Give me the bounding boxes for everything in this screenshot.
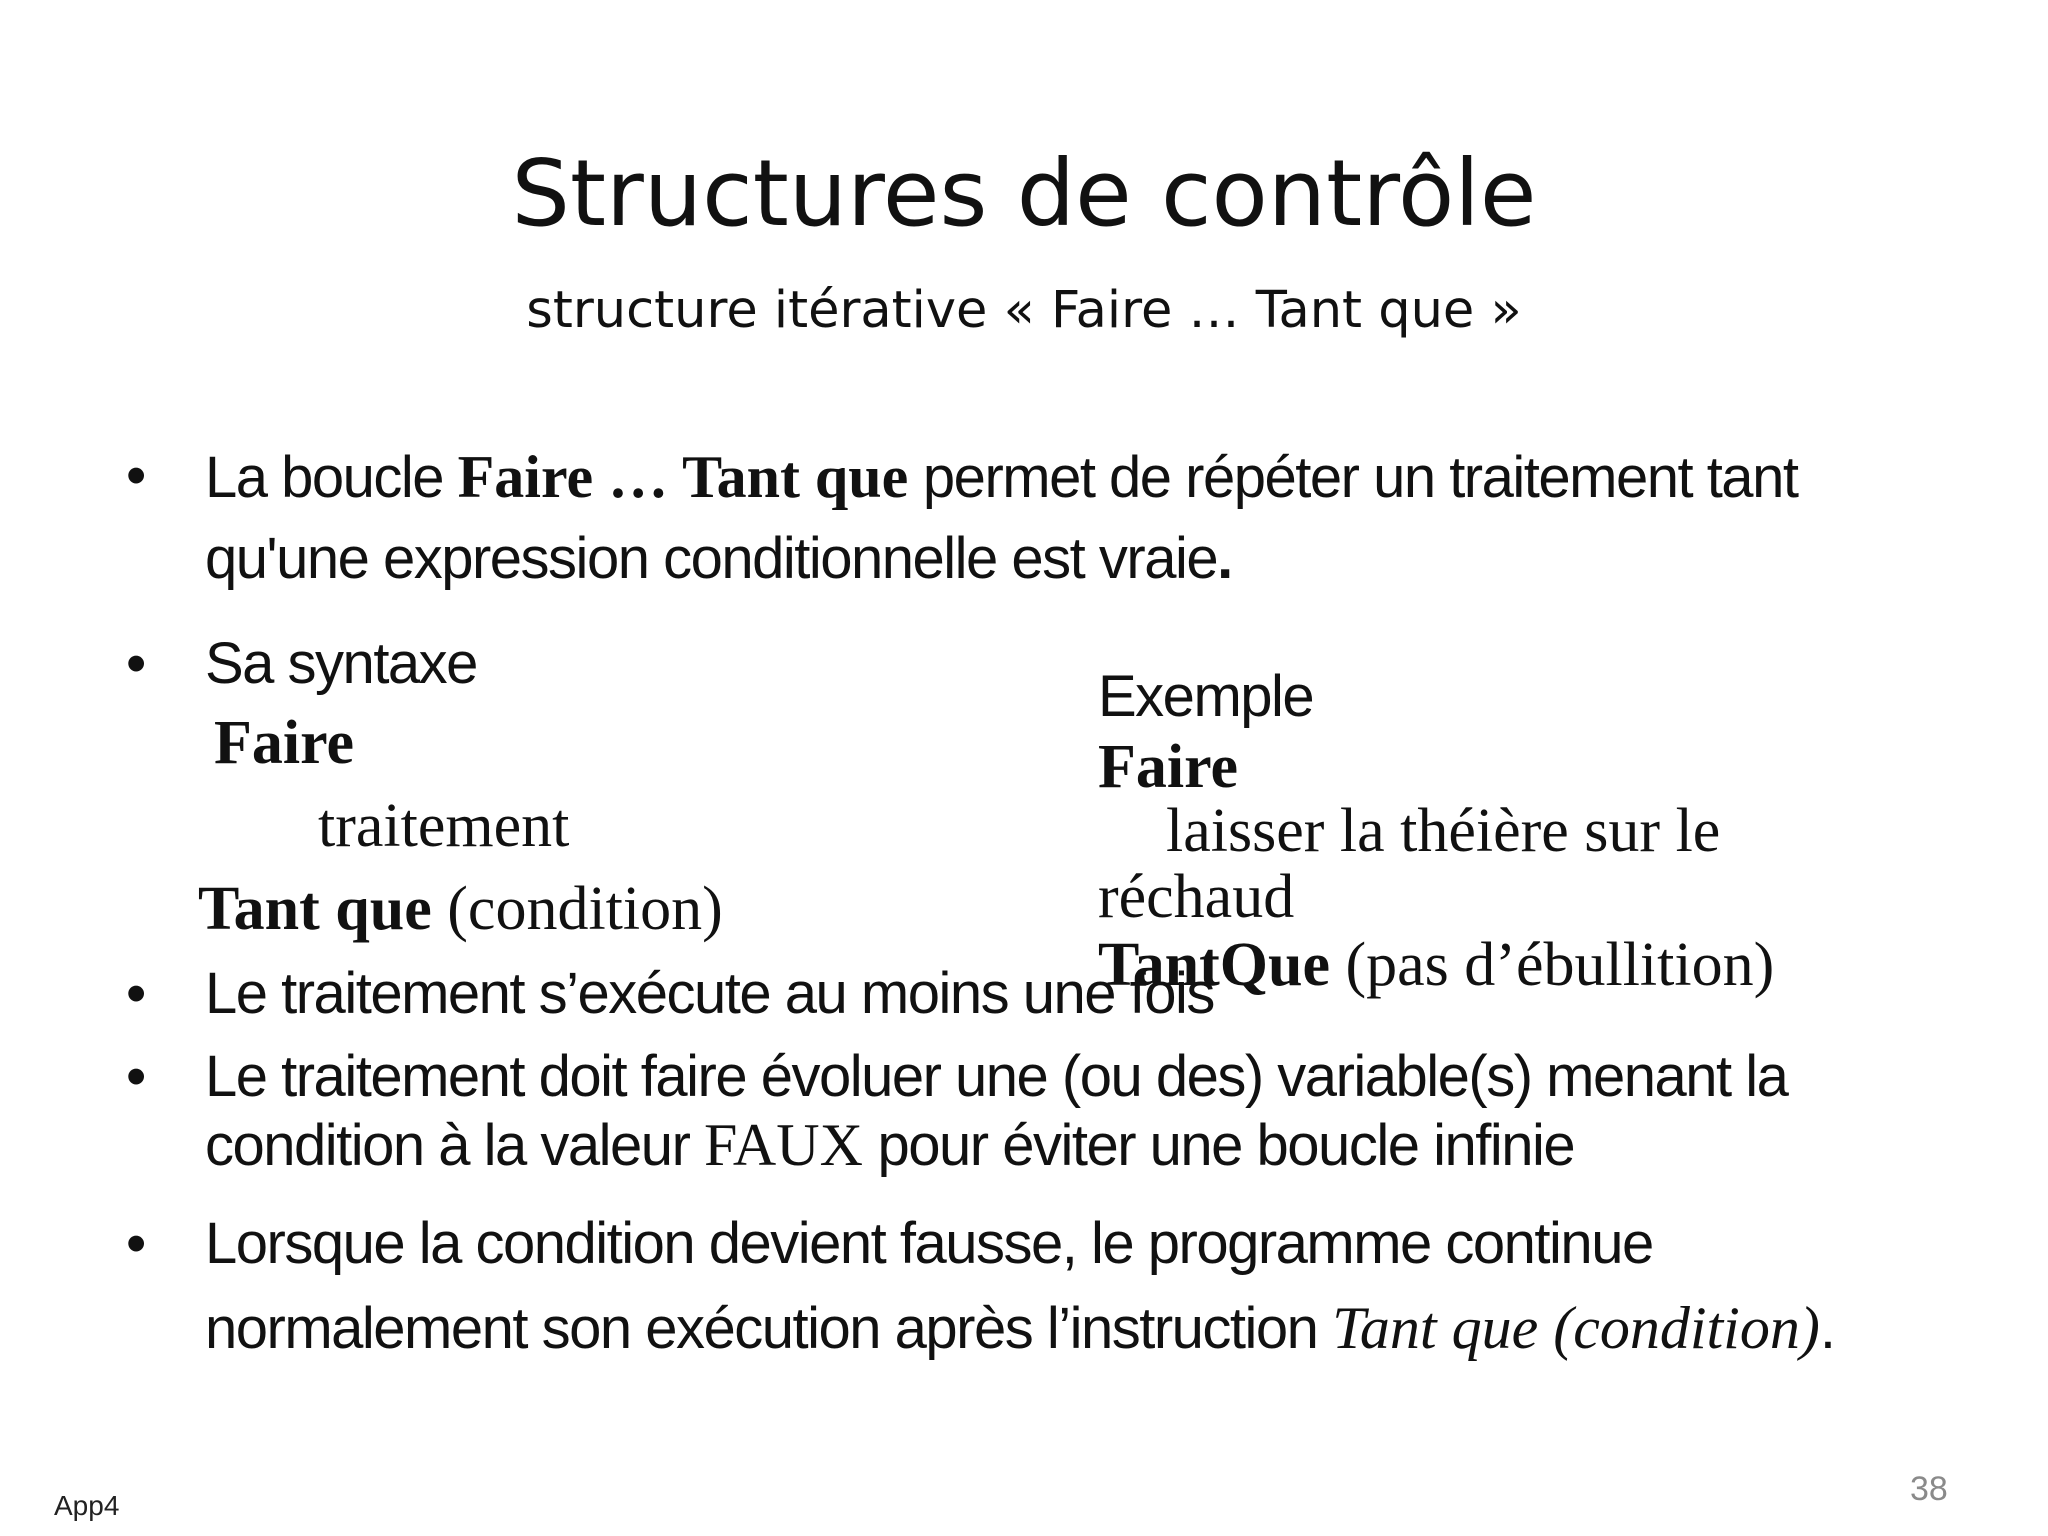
- bullet-2-text: Sa syntaxe: [205, 631, 477, 696]
- example-label: Exemple: [1098, 664, 1314, 729]
- bullet-5-period: .: [1819, 1296, 1835, 1361]
- example-line-1: laisser la théière sur le: [1166, 797, 1721, 865]
- bullet-5-line-2: [205, 1295, 1835, 1361]
- bullet-5-text-a: normalement son exécution après l’instruction: [205, 1296, 1333, 1361]
- syntax-tant-que: Tant que: [198, 875, 432, 943]
- bullet-1-line-1: [205, 444, 1798, 510]
- bullet-3-text: Le traitement s’exécute au moins une fois: [205, 961, 1214, 1026]
- bullet-4-line-1: Le traitement doit faire évoluer une (ou des) variable(s) menant la: [205, 1044, 1788, 1109]
- bullet-4-line-2: [205, 1112, 1575, 1178]
- bullet-1-period: .: [1217, 526, 1232, 591]
- bullet-marker: •: [126, 1044, 147, 1109]
- slide-subtitle: structure itérative « Faire … Tant que »: [526, 281, 1522, 340]
- bullet-marker: •: [126, 631, 147, 696]
- bullet-4-text-b: pour éviter une boucle infinie: [862, 1113, 1575, 1178]
- bullet-1-bold: Faire … Tant que: [457, 444, 909, 510]
- syntax-traitement: traitement: [318, 792, 570, 860]
- syntax-faire: Faire: [214, 709, 355, 777]
- bullet-5-italic: Tant que (condition): [1332, 1295, 1820, 1361]
- bullet-marker: •: [126, 961, 147, 1026]
- example-line-2: réchaud: [1098, 863, 1295, 931]
- bullet-1-line-2: [205, 526, 1232, 591]
- bullet-4-faux: FAUX: [704, 1112, 863, 1178]
- example-condition: (pas d’ébullition): [1330, 931, 1775, 999]
- syntax-condition: (condition): [431, 875, 723, 943]
- example-tantque: TantQue: [1098, 931, 1331, 999]
- bullet-1-text-c: qu'une expression conditionnelle est vraie: [205, 526, 1218, 591]
- footer-label: App4: [54, 1490, 120, 1521]
- bullet-marker: •: [126, 443, 147, 508]
- syntax-tant-que-line: [198, 875, 723, 943]
- bullet-4-text-a: condition à la valeur: [205, 1113, 704, 1178]
- bullet-1-text-b: permet de répéter un traitement tant: [908, 445, 1798, 510]
- page-number: 38: [1910, 1470, 1948, 1508]
- example-faire: Faire: [1098, 733, 1239, 801]
- bullet-5-line-1: Lorsque la condition devient fausse, le programme continue: [205, 1211, 1653, 1276]
- slide-title: Structures de contrôle: [511, 140, 1537, 247]
- bullet-marker: •: [126, 1211, 147, 1276]
- bullet-1-text-a: La boucle: [205, 445, 458, 510]
